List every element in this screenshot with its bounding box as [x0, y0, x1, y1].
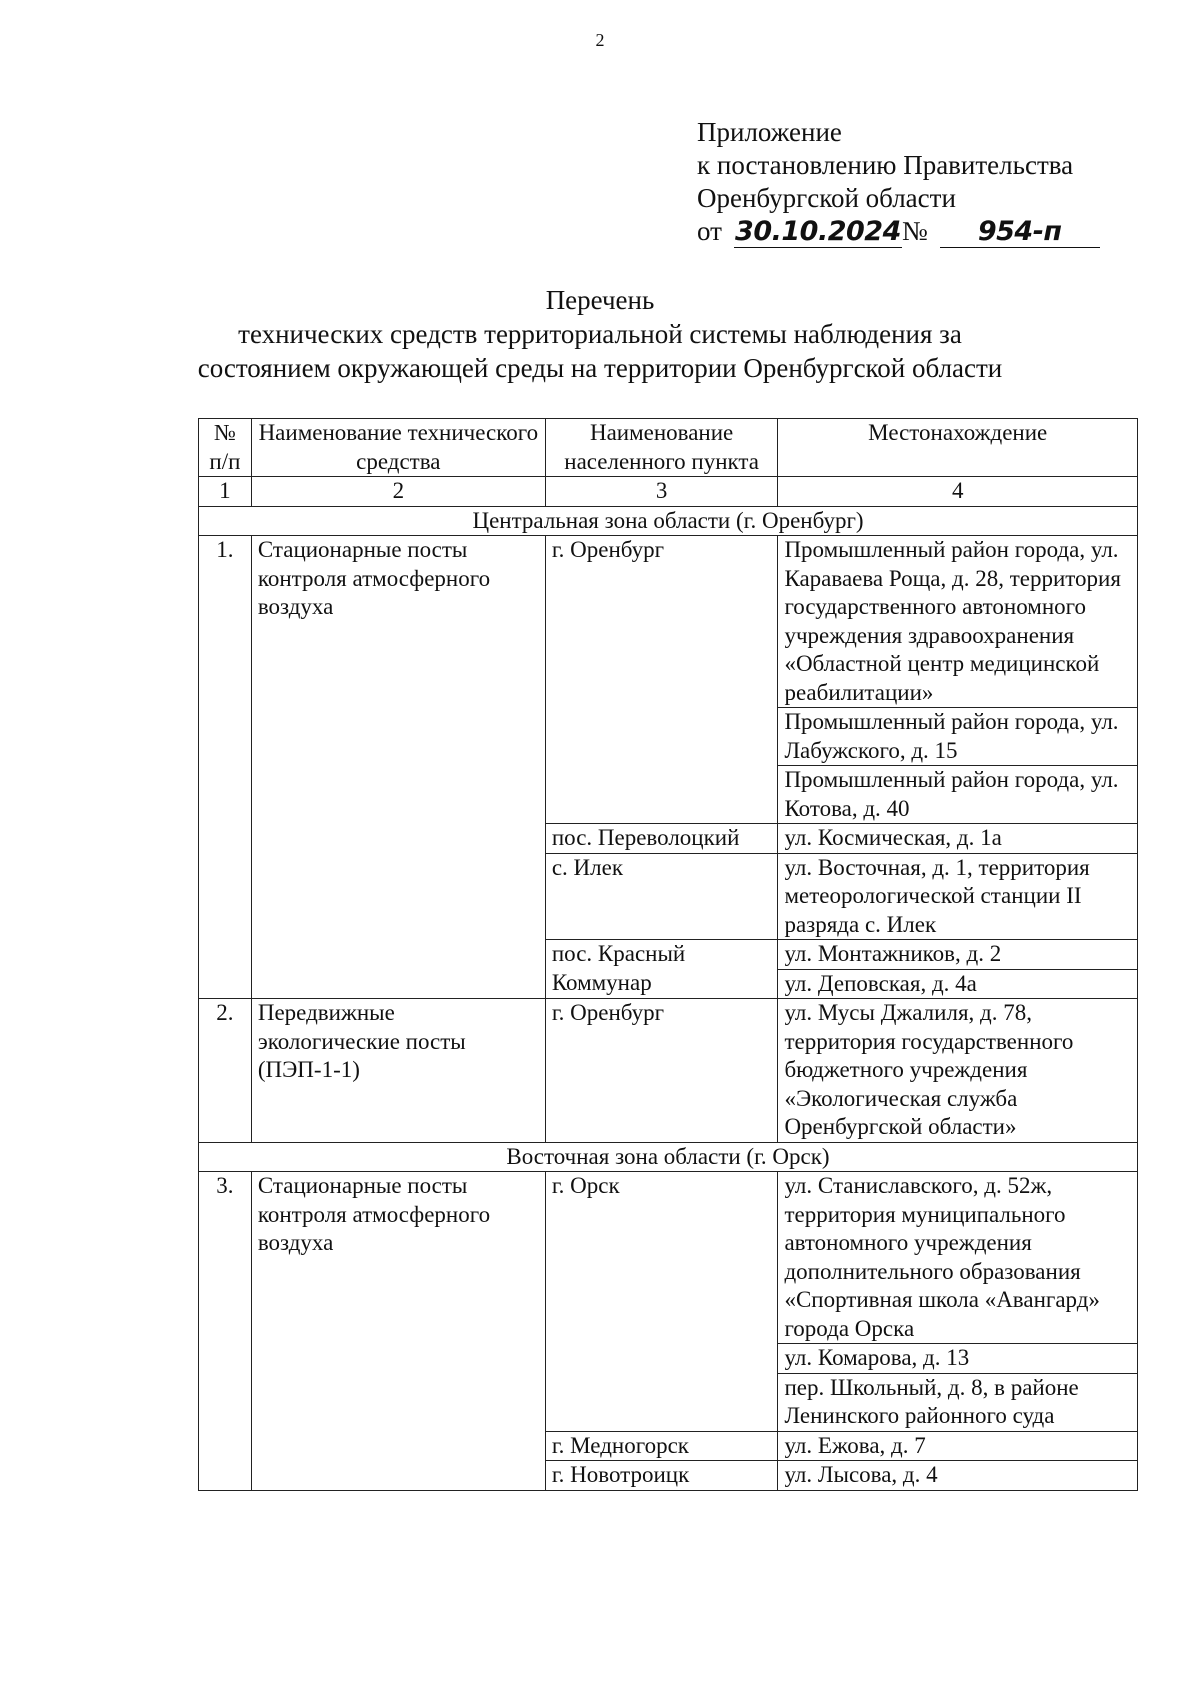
number-label: № — [901, 216, 928, 246]
appendix-line1: Приложение — [697, 117, 842, 147]
table-row — [199, 999, 1138, 1143]
column-numbers-row — [199, 477, 1138, 507]
item3-location-1: ул. Станиславского, д. 52ж, территория муниципального автономного учреждения дополнительного образования «Спортивная школа «Авангард» города Орска — [778, 1172, 1138, 1344]
item2-number: 2. — [199, 999, 252, 1143]
item1-location-4: ул. Космическая, д. 1а — [778, 824, 1138, 854]
item1-settlement-krasny-kommunar: пос. Красный Коммунар — [545, 940, 778, 999]
appendix-signature-line — [697, 215, 1100, 248]
appendix-line2: к постановлению Правительства — [697, 150, 1074, 180]
item1-location-7: ул. Деповская, д. 4а — [778, 969, 1138, 999]
item3-settlement-orsk: г. Орск — [545, 1172, 778, 1432]
item3-location-2: ул. Комарова, д. 13 — [778, 1344, 1138, 1374]
item1-settlement-ilek: с. Илек — [545, 853, 778, 940]
header-settlement: Наименование населенного пункта — [545, 419, 778, 477]
item1-location-2: Промышленный район города, ул. Лабужского, д. 15 — [778, 708, 1138, 766]
table-row — [199, 1172, 1138, 1344]
appendix-block — [697, 116, 1100, 248]
zone-central: Центральная зона области (г. Оренбург) — [199, 506, 1138, 536]
item1-location-3: Промышленный район города, ул. Котова, д. 40 — [778, 766, 1138, 824]
handwritten-date: 30.10.2024 — [735, 216, 901, 247]
item3-settlement-mednogorsk: г. Медногорск — [545, 1431, 778, 1461]
item3-location-5: ул. Лысова, д. 4 — [778, 1461, 1138, 1491]
item2-name: Передвижные экологические посты (ПЭП-1-1) — [251, 999, 545, 1143]
table-row — [199, 536, 1138, 708]
page-number: 2 — [595, 30, 605, 50]
item3-location-3: пер. Школьный, д. 8, в районе Ленинского районного суда — [778, 1373, 1138, 1431]
item1-location-6: ул. Монтажников, д. 2 — [778, 940, 1138, 970]
header-number: № п/п — [199, 419, 252, 477]
item3-settlement-novotroitsk: г. Новотроицк — [545, 1461, 778, 1491]
title-line3: состоянием окружающей среды на территории Оренбургской области — [197, 353, 1003, 383]
col-number-4: 4 — [778, 477, 1138, 507]
handwritten-number: 954-п — [940, 217, 1100, 248]
header-row — [199, 419, 1138, 477]
item2-settlement: г. Оренбург — [545, 999, 778, 1143]
zone-east: Восточная зона области (г. Орск) — [199, 1142, 1138, 1172]
col-number-2: 2 — [251, 477, 545, 507]
item3-number: 3. — [199, 1172, 252, 1491]
item1-name: Стационарные посты контроля атмосферного воздуха — [251, 536, 545, 999]
item1-settlement-perevolotsky: пос. Переволоцкий — [545, 824, 778, 854]
title-line1: Перечень — [545, 285, 655, 315]
header-location: Местонахождение — [778, 419, 1138, 477]
zone-row-central — [199, 506, 1138, 536]
item2-location: ул. Мусы Джалиля, д. 78, территория государственного бюджетного учреждения «Экологическая служба Оренбургской области» — [778, 999, 1138, 1143]
item1-location-5: ул. Восточная, д. 1, территория метеорологической станции II разряда с. Илек — [778, 853, 1138, 940]
item3-name: Стационарные посты контроля атмосферного воздуха — [251, 1172, 545, 1491]
title-line2: технических средств территориальной системы наблюдения за — [238, 319, 962, 349]
registry-table — [198, 418, 1138, 1491]
item1-location-1: Промышленный район города, ул. Караваева Роща, д. 28, территория государственного автономного учреждения здравоохранения «Областной центр медицинской реабилитации» — [778, 536, 1138, 708]
appendix-line3: Оренбургской области — [697, 183, 956, 213]
from-label: от — [697, 216, 722, 246]
item1-number: 1. — [199, 536, 252, 999]
item3-location-4: ул. Ежова, д. 7 — [778, 1431, 1138, 1461]
zone-row-east — [199, 1142, 1138, 1172]
document-title — [0, 283, 1200, 385]
item1-settlement-orenburg: г. Оренбург — [545, 536, 778, 824]
col-number-3: 3 — [545, 477, 778, 507]
col-number-1: 1 — [199, 477, 252, 507]
header-tech-name: Наименование технического средства — [251, 419, 545, 477]
